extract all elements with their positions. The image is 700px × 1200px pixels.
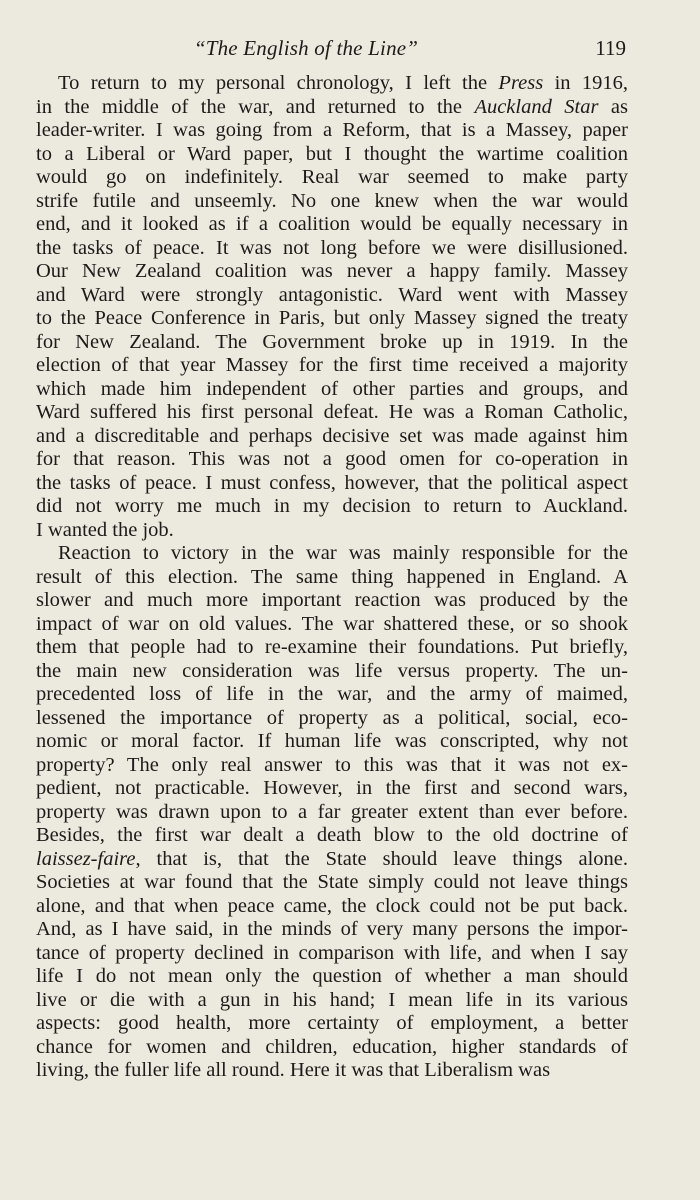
text-line: live or die with a gun in his hand; I mean life in its various: [36, 988, 628, 1011]
text-line: the tasks of peace. I must confess, however, that the political aspect: [36, 471, 628, 494]
text-line: to the Peace Conference in Paris, but only Massey signed the treaty: [36, 307, 628, 329]
text-line: alone, and that when peace came, the clock could not be put back.: [36, 894, 628, 917]
text-line: for New Zealand. The Government broke up in 1919. In the: [36, 330, 628, 353]
running-title: “The English of the Line”: [193, 36, 419, 60]
text-line: And, as I have said, in the minds of very many persons the impor-: [36, 918, 628, 940]
text-line: pedient, not practicable. However, in the first and second wars,: [36, 777, 628, 799]
text-line: and a discreditable and perhaps decisive set was made against him: [36, 424, 628, 447]
text-line: Ward suffered his first personal defeat. He was a Roman Catholic,: [36, 401, 628, 423]
text-line: the main new consideration was life versus property. The un-: [36, 659, 628, 682]
text-line: chance for women and children, education, higher standards of: [36, 1035, 628, 1058]
text-line: impact of war on old values. The war shattered these, or so shook: [36, 612, 628, 635]
text-line: for that reason. This was not a good omen for co-operation in: [36, 448, 628, 470]
text-line: strife futile and unseemly. No one knew when the war would: [36, 189, 628, 212]
text-line: property was drawn upon to a far greater extent than ever before.: [36, 800, 628, 823]
text-line: laissez-faire, that is, that the State should leave things alone.: [36, 847, 628, 870]
text-line: leader-writer. I was going from a Reform, that is a Massey, paper: [36, 119, 628, 141]
italic-title: laissez-faire: [36, 847, 136, 870]
text-line: Reaction to victory in the war was mainly responsible for the: [58, 542, 628, 564]
text-line: I wanted the job.: [36, 518, 174, 541]
text-line: slower and much more important reaction was produced by the: [36, 589, 628, 611]
text-line: the tasks of peace. It was not long before we were disillusioned.: [36, 236, 628, 259]
text-line: To return to my personal chronology, I left the Press in 1916,: [58, 72, 628, 94]
text-line: Our New Zealand coalition was never a happy family. Massey: [36, 260, 628, 282]
page-number: 119: [595, 36, 626, 60]
text-line: did not worry me much in my decision to return to Auckland.: [36, 495, 628, 517]
text-line: in the middle of the war, and returned to the Auckland Star as: [36, 95, 628, 118]
text-line: life I do not mean only the question of whether a man should: [36, 965, 628, 987]
body-text: [36, 72, 628, 1083]
text-line: to a Liberal or Ward paper, but I thought the wartime coalition: [36, 142, 628, 165]
paragraph: [36, 542, 628, 1083]
text-line: property? The only real answer to this was that it was not ex-: [36, 753, 628, 776]
text-line: precedented loss of life in the war, and the army of maimed,: [36, 683, 628, 705]
text-line: nomic or moral factor. If human life was conscripted, why not: [36, 730, 628, 752]
text-line: and Ward were strongly antagonistic. Ward went with Massey: [36, 283, 628, 306]
italic-title: Auckland Star: [474, 95, 599, 118]
text-line: them that people had to re-examine their foundations. Put briefly,: [36, 636, 628, 658]
text-line: result of this election. The same thing happened in England. A: [36, 565, 628, 588]
text-line: election of that year Massey for the first time received a majority: [36, 354, 628, 376]
text-line: end, and it looked as if a coalition would be equally necessary in: [36, 213, 628, 235]
page-header: [36, 36, 626, 66]
text-line: aspects: good health, more certainty of employment, a better: [36, 1012, 628, 1034]
text-line: tance of property declined in comparison with life, and when I say: [36, 941, 628, 964]
text-line: living, the fuller life all round. Here it was that Liberalism was: [36, 1059, 551, 1081]
text-line: lessened the importance of property as a political, social, eco-: [36, 706, 628, 729]
text-line: Besides, the first war dealt a death blow to the old doctrine of: [36, 824, 628, 846]
paragraph: [36, 72, 628, 542]
italic-title: Press: [498, 72, 544, 94]
text-line: Societies at war found that the State simply could not leave things: [36, 871, 628, 893]
text-line: which made him independent of other parties and groups, and: [36, 377, 628, 400]
text-line: would go on indefinitely. Real war seemed to make party: [36, 166, 628, 188]
